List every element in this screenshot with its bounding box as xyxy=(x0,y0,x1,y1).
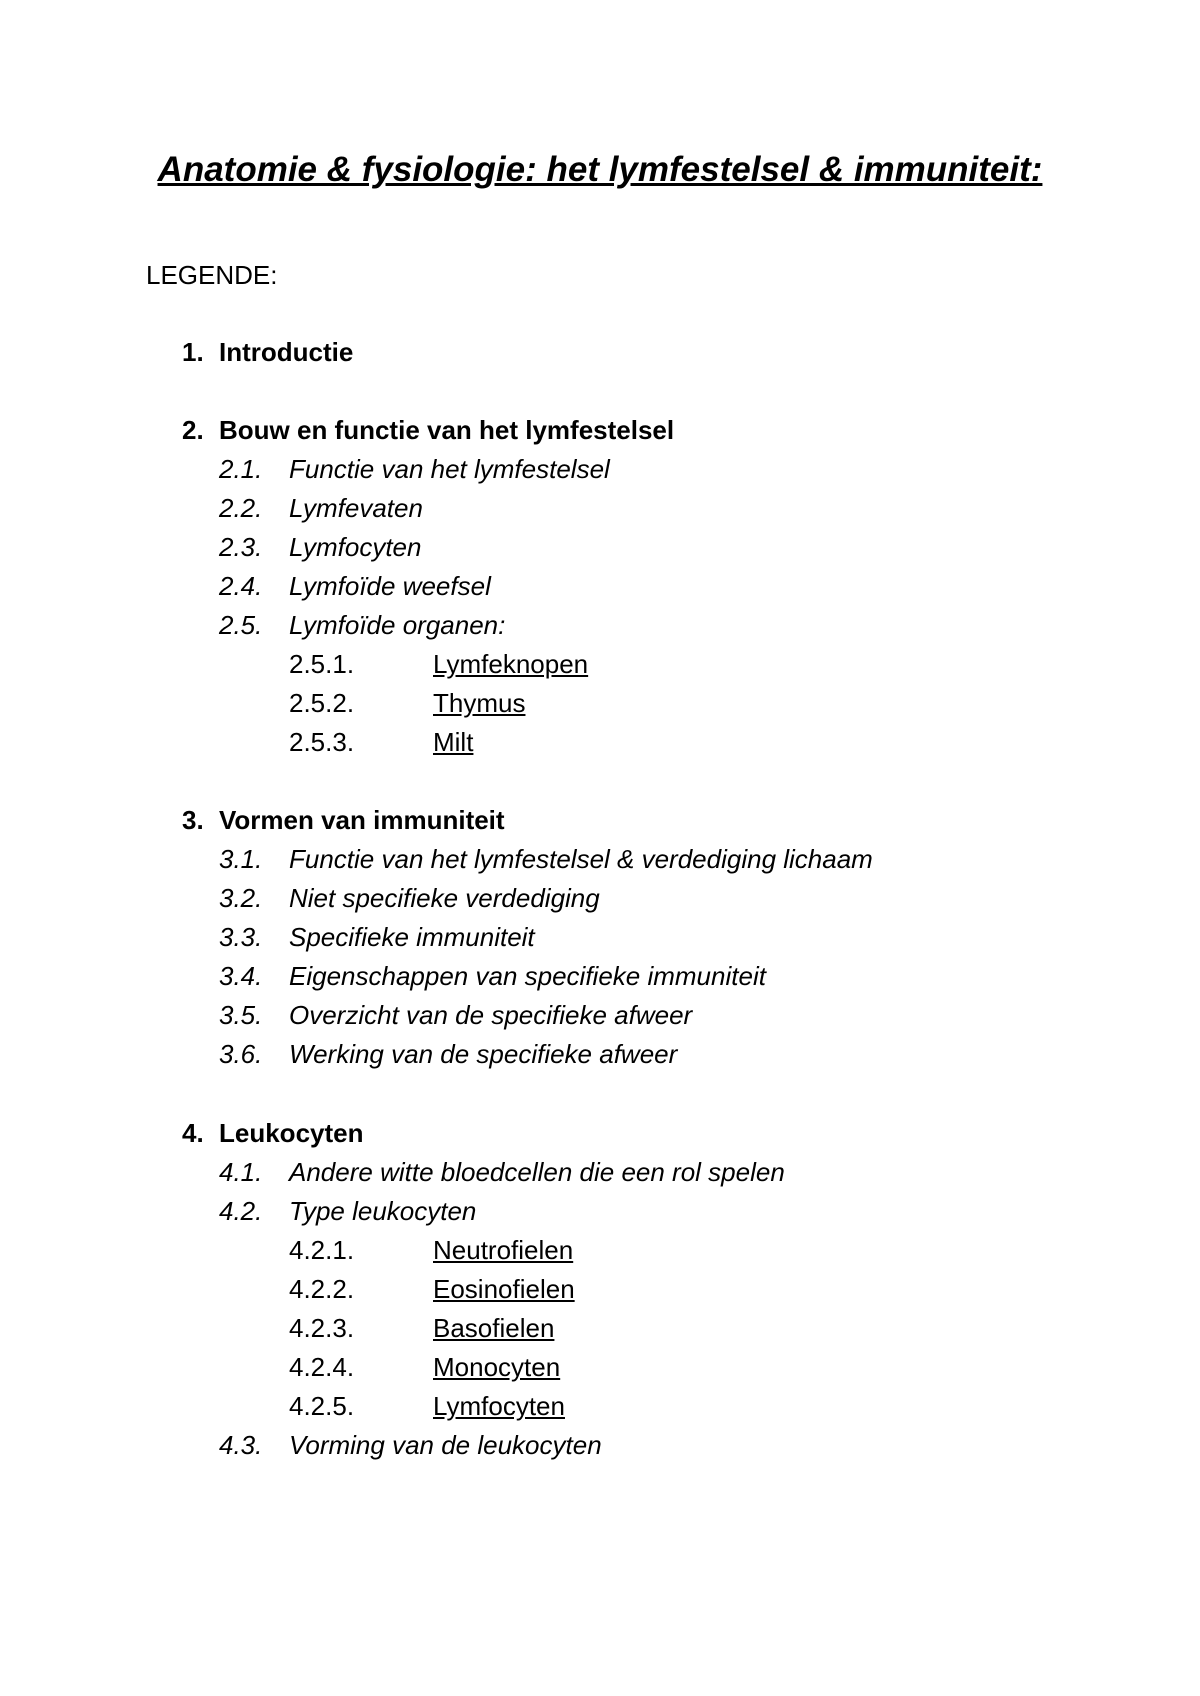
section-heading xyxy=(182,803,505,837)
subsection-title: Overzicht van de specifieke afweer xyxy=(289,1000,693,1030)
subsubsection-number: 2.5.3. xyxy=(289,727,355,757)
subsection-number: 2.1. xyxy=(219,454,263,484)
section-heading xyxy=(182,1116,364,1150)
subsubsection-title: Basofielen xyxy=(433,1313,555,1343)
section-number: 1. xyxy=(182,337,204,367)
subsection-title: Functie van het lymfestelsel & verdediging lichaam xyxy=(289,844,873,874)
subsection-number: 2.2. xyxy=(219,493,263,523)
subsection-item xyxy=(219,530,421,564)
subsubsection-number: 4.2.4. xyxy=(289,1352,355,1382)
subsubsection-number: 2.5.1. xyxy=(289,649,355,679)
page-title: Anatomie & fysiologie: het lymfestelsel & immuniteit: xyxy=(157,150,1043,189)
subsubsection-item xyxy=(289,1233,573,1267)
subsubsection-title: Lymfocyten xyxy=(433,1391,565,1421)
subsection-number: 3.5. xyxy=(219,1000,263,1030)
subsection-title: Functie van het lymfestelsel xyxy=(289,454,610,484)
subsubsection-title: Thymus xyxy=(433,688,526,718)
subsection-item xyxy=(219,491,423,525)
subsubsection-title: Lymfeknopen xyxy=(433,649,589,679)
subsubsection-title: Neutrofielen xyxy=(433,1235,574,1265)
section-number: 2. xyxy=(182,415,204,445)
section-number: 3. xyxy=(182,805,204,835)
section-title: Introductie xyxy=(219,337,354,367)
subsection-number: 2.3. xyxy=(219,532,263,562)
subsection-number: 2.5. xyxy=(219,610,263,640)
subsection-item xyxy=(219,959,766,993)
section-number: 4. xyxy=(182,1118,204,1148)
subsection-item xyxy=(219,998,692,1032)
subsubsection-number: 2.5.2. xyxy=(289,688,355,718)
subsection-item xyxy=(219,569,491,603)
subsubsection-item xyxy=(289,686,525,720)
subsubsection-item xyxy=(289,1272,575,1306)
subsubsection-title: Eosinofielen xyxy=(433,1274,575,1304)
subsection-item xyxy=(219,920,535,954)
subsection-number: 3.2. xyxy=(219,883,263,913)
section-title: Bouw en functie van het lymfestelsel xyxy=(219,415,675,445)
subsubsection-item xyxy=(289,1350,560,1384)
subsection-title: Specifieke immuniteit xyxy=(289,922,535,952)
subsection-title: Lymfocyten xyxy=(289,532,422,562)
section-heading xyxy=(182,413,674,447)
subsection-number: 4.2. xyxy=(219,1196,263,1226)
legend-label: LEGENDE: xyxy=(146,260,278,290)
subsection-number: 3.3. xyxy=(219,922,263,952)
section-heading xyxy=(182,335,353,369)
subsection-item xyxy=(219,1037,677,1071)
subsubsection-item xyxy=(289,1389,565,1423)
subsubsection-title: Monocyten xyxy=(433,1352,561,1382)
subsubsection-item xyxy=(289,647,588,681)
subsection-title: Niet specifieke verdediging xyxy=(289,883,600,913)
subsubsection-title: Milt xyxy=(433,727,474,757)
subsection-title: Type leukocyten xyxy=(289,1196,477,1226)
section-title: Vormen van immuniteit xyxy=(219,805,505,835)
subsection-number: 2.4. xyxy=(219,571,263,601)
section-title: Leukocyten xyxy=(219,1118,364,1148)
subsection-title: Andere witte bloedcellen die een rol spelen xyxy=(289,1157,785,1187)
subsection-number: 4.3. xyxy=(219,1430,263,1460)
subsection-number: 3.4. xyxy=(219,961,263,991)
subsection-item xyxy=(219,1194,476,1228)
subsection-item xyxy=(219,1155,785,1189)
subsection-title: Werking van de specifieke afweer xyxy=(289,1039,678,1069)
subsubsection-number: 4.2.2. xyxy=(289,1274,355,1304)
subsection-item xyxy=(219,842,873,876)
subsubsection-number: 4.2.1. xyxy=(289,1235,355,1265)
subsection-item xyxy=(219,452,610,486)
subsection-item xyxy=(219,608,505,642)
subsection-title: Lymfoïde organen: xyxy=(289,610,506,640)
subsubsection-item xyxy=(289,1311,554,1345)
subsubsection-item xyxy=(289,725,473,759)
subsection-item xyxy=(219,1428,602,1462)
subsection-item xyxy=(219,881,600,915)
subsection-number: 3.6. xyxy=(219,1039,263,1069)
subsection-title: Eigenschappen van specifieke immuniteit xyxy=(289,961,766,991)
subsection-title: Lymfevaten xyxy=(289,493,423,523)
subsection-title: Vorming van de leukocyten xyxy=(289,1430,602,1460)
subsubsection-number: 4.2.5. xyxy=(289,1391,355,1421)
subsection-number: 3.1. xyxy=(219,844,263,874)
subsection-title: Lymfoïde weefsel xyxy=(289,571,491,601)
subsubsection-number: 4.2.3. xyxy=(289,1313,355,1343)
subsection-number: 4.1. xyxy=(219,1157,263,1187)
